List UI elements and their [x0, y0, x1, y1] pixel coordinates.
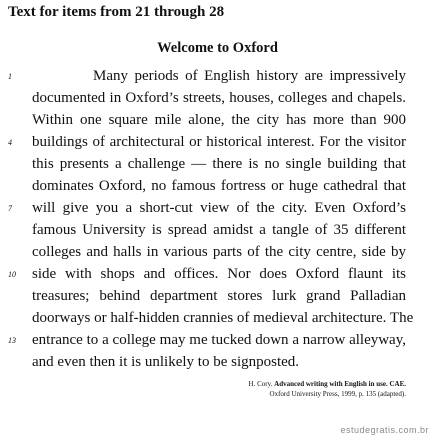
article-title: Welcome to Oxford: [157, 40, 278, 56]
text-line: will give you a short-cut view of the city. Even Oxford’s: [32, 200, 406, 216]
section-heading: Text for items from 21 through 28: [8, 4, 225, 20]
watermark: estudegratis.com.br: [340, 425, 429, 435]
text-line: colleges and halls in various parts of the city centre, side by: [32, 244, 406, 260]
text-line: Many periods of English history are impressively: [93, 68, 406, 84]
line-number: 7: [8, 204, 12, 213]
line-number: 13: [8, 336, 16, 345]
citation: [220, 379, 406, 399]
text-line: treasures; behind department stores lurk grand Palladian: [32, 288, 406, 304]
line-number: 10: [8, 270, 16, 279]
text-line: Within one square mile alone, the city has more than 900: [32, 112, 406, 128]
text-line: this presents a challenge — there is no single building that: [32, 156, 406, 172]
text-line: buildings of architectural or historical interest. For the visitor: [32, 134, 406, 150]
citation-author: H. Cory.: [248, 380, 273, 388]
text-line: famous University is spread amidst a tangle of 35 different: [32, 222, 406, 238]
citation-line-2: Oxford University Press, 1999, p. 135 (adapted).: [269, 390, 406, 398]
line-number: 1: [8, 72, 12, 81]
text-line: documented in Oxford’s streets, houses, colleges and chapels.: [32, 90, 406, 106]
text-line: doorways or half-hidden crannies of medieval architecture. The: [32, 310, 414, 326]
text-line: side with shops and offices. Nor does Oxford flaunt its: [32, 266, 406, 282]
line-number: 4: [8, 138, 12, 147]
text-line: and even then it is unlikely to be signposted.: [32, 354, 300, 370]
citation-line-1: [220, 379, 406, 389]
text-line: entrance to a college may me tucked down a narrow alleyway,: [32, 332, 406, 348]
citation-book: Advanced writing with English in use. CAE.: [274, 380, 406, 388]
text-line: dominates Oxford, no famous fortress or huge cathedral that: [32, 178, 406, 194]
